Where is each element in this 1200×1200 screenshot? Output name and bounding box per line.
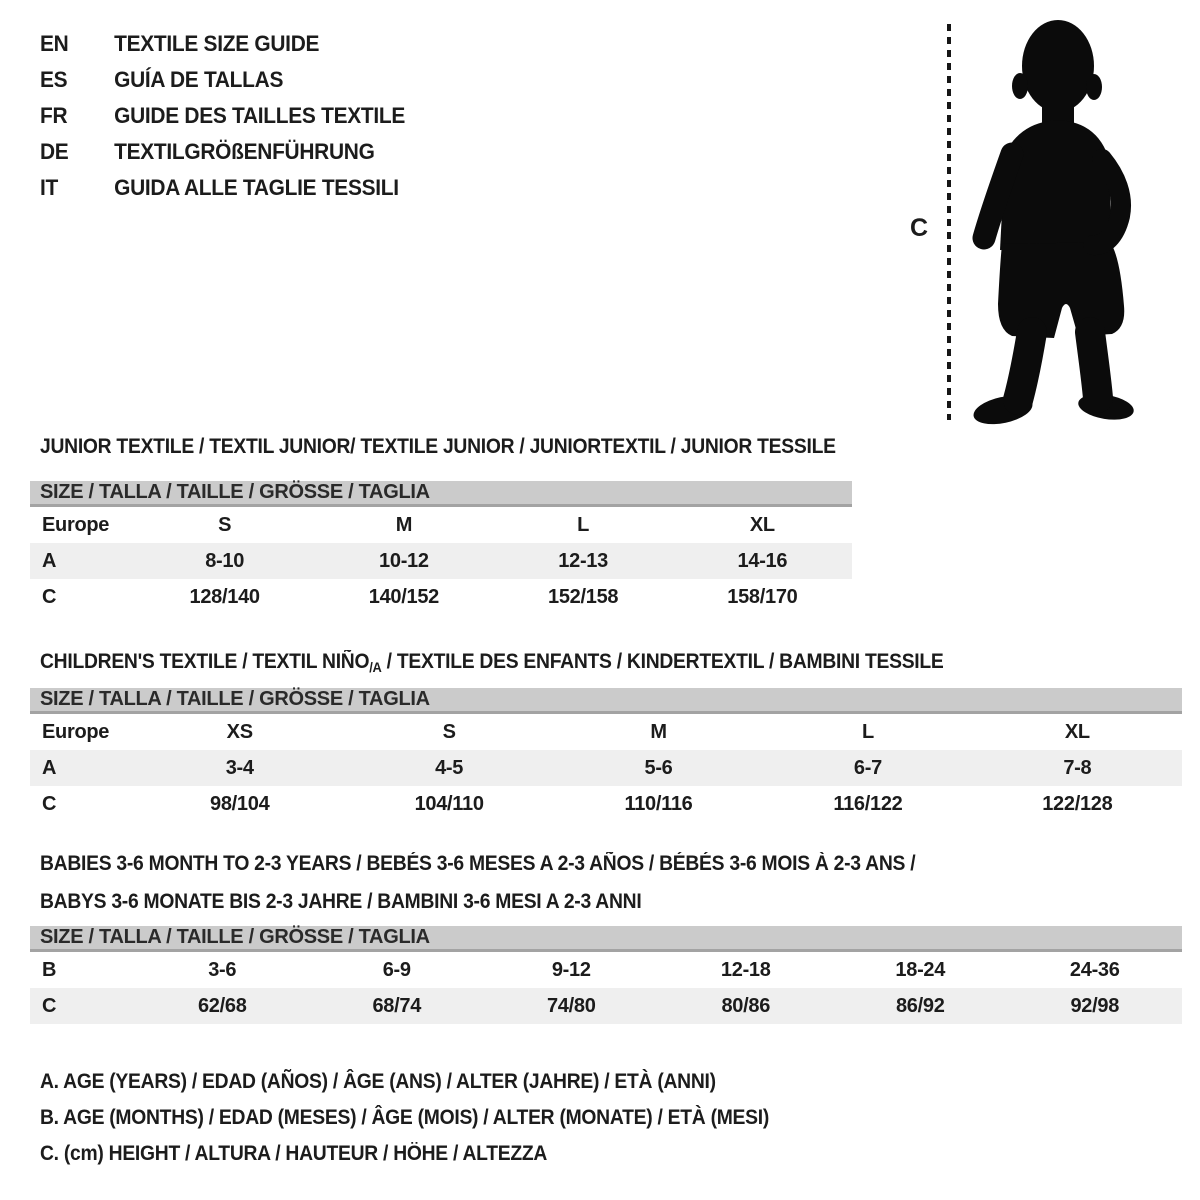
table-row (30, 507, 852, 543)
size-cell: 122/128 (1042, 792, 1113, 815)
size-cell: 62/68 (197, 994, 247, 1017)
title-text-es: GUÍA DE TALLAS (114, 67, 284, 92)
row-label: A (42, 549, 57, 572)
size-cell: 9-12 (551, 958, 591, 981)
size-cell: 152/158 (548, 585, 619, 608)
size-cell: 18-24 (895, 958, 946, 981)
size-cell: S (218, 513, 232, 536)
row-label: C (42, 792, 57, 815)
title-text-en: TEXTILE SIZE GUIDE (114, 31, 320, 56)
row-label: C (42, 585, 57, 608)
size-cell: 86/92 (895, 994, 945, 1017)
row-label: Europe (42, 720, 110, 743)
size-cell: 8-10 (205, 549, 245, 572)
size-cell: 3-4 (225, 756, 254, 779)
table-row (30, 952, 1182, 988)
size-cell: 5-6 (644, 756, 673, 779)
size-cell: 92/98 (1070, 994, 1120, 1017)
children-heading-prefix: CHILDREN'S TEXTILE / TEXTIL NIÑO (40, 650, 370, 673)
size-cell: 24-36 (1069, 958, 1120, 981)
junior-size-table (30, 481, 852, 615)
babies-size-header-bar: SIZE / TALLA / TAILLE / GRÖSSE / TAGLIA (30, 926, 1182, 952)
babies-section-heading (40, 845, 915, 921)
table-row (30, 579, 852, 615)
size-cell: 6-7 (853, 756, 882, 779)
title-row-fr (40, 98, 405, 134)
size-cell: 140/152 (368, 585, 439, 608)
babies-heading-line2: BABYS 3-6 MONATE BIS 2-3 JAHRE / BAMBINI 3-6 MESI A 2-3 ANNI (40, 890, 642, 913)
size-cell: M (395, 513, 413, 536)
legend-line-b: B. AGE (MONTHS) / EDAD (MESES) / ÂGE (MOIS) / ALTER (MONATE) / ETÀ (MESI) (40, 1106, 770, 1129)
babies-heading-line1: BABIES 3-6 MONTH TO 2-3 YEARS / BEBÉS 3-6 MESES A 2-3 AÑOS / BÉBÉS 3-6 MOIS À 2-3 ANS / (40, 852, 916, 875)
size-cell: 12-13 (558, 549, 608, 572)
lang-code-de: DE (40, 139, 69, 164)
size-cell: L (861, 720, 874, 743)
size-cell: 3-6 (208, 958, 237, 981)
size-cell: 12-18 (720, 958, 771, 981)
title-text-fr: GUIDE DES TAILLES TEXTILE (114, 103, 406, 128)
table-row (30, 988, 1182, 1024)
size-cell: 158/170 (727, 585, 798, 608)
lang-code-es: ES (40, 67, 68, 92)
title-text-de: TEXTILGRÖßENFÜHRUNG (114, 139, 375, 164)
children-size-table (30, 688, 1182, 822)
size-cell: 80/86 (721, 994, 771, 1017)
size-cell: 116/122 (833, 792, 903, 815)
size-cell: XL (1064, 720, 1090, 743)
size-cell: 6-9 (382, 958, 411, 981)
size-cell: M (650, 720, 667, 743)
lang-code-en: EN (40, 31, 69, 56)
size-cell: 14-16 (737, 549, 788, 572)
size-cell: XS (226, 720, 253, 743)
children-section-heading (40, 649, 944, 680)
title-row-de (40, 134, 405, 170)
size-cell: 110/116 (624, 792, 693, 815)
table-row (30, 750, 1182, 786)
size-cell: 98/104 (210, 792, 270, 815)
title-row-es (40, 62, 405, 98)
junior-section-heading: JUNIOR TEXTILE / TEXTIL JUNIOR/ TEXTILE JUNIOR / JUNIORTEXTIL / JUNIOR TESSILE (40, 435, 836, 458)
table-row (30, 714, 1182, 750)
title-row-en (40, 26, 405, 62)
size-cell: 104/110 (414, 792, 484, 815)
junior-size-header-bar: SIZE / TALLA / TAILLE / GRÖSSE / TAGLIA (30, 481, 852, 507)
legend-line-c: C. (cm) HEIGHT / ALTURA / HAUTEUR / HÖHE / ALTEZZA (40, 1142, 548, 1165)
babies-size-table (30, 926, 1182, 1024)
row-label: B (42, 958, 57, 981)
title-block (40, 26, 405, 206)
size-cell: 4-5 (435, 756, 464, 779)
table-row (30, 543, 852, 579)
size-cell: 7-8 (1063, 756, 1092, 779)
height-measure-label: C (910, 214, 928, 242)
toddler-silhouette-icon (958, 14, 1148, 426)
size-cell: S (442, 720, 456, 743)
title-text-it: GUIDA ALLE TAGLIE TESSILI (114, 175, 399, 200)
size-cell: 10-12 (379, 549, 429, 572)
row-label: A (42, 756, 57, 779)
children-size-header-bar: SIZE / TALLA / TAILLE / GRÖSSE / TAGLIA (30, 688, 1182, 714)
size-cell: 74/80 (546, 994, 596, 1017)
size-cell: 128/140 (189, 585, 260, 608)
title-row-it (40, 170, 405, 206)
height-dashed-line (947, 24, 951, 420)
lang-code-it: IT (40, 175, 59, 200)
row-label: Europe (42, 513, 110, 536)
size-cell: XL (749, 513, 775, 536)
legend-block (40, 1064, 832, 1172)
legend-line-a: A. AGE (YEARS) / EDAD (AÑOS) / ÂGE (ANS) / ALTER (JAHRE) / ETÀ (ANNI) (40, 1070, 716, 1093)
row-label: C (42, 994, 57, 1017)
children-heading-sub: /A (369, 659, 382, 675)
size-cell: 68/74 (372, 994, 422, 1017)
table-row (30, 786, 1182, 822)
lang-code-fr: FR (40, 103, 68, 128)
size-cell: L (577, 513, 590, 536)
children-heading-suffix: / TEXTILE DES ENFANTS / KINDERTEXTIL / BAMBINI TESSILE (381, 650, 944, 673)
